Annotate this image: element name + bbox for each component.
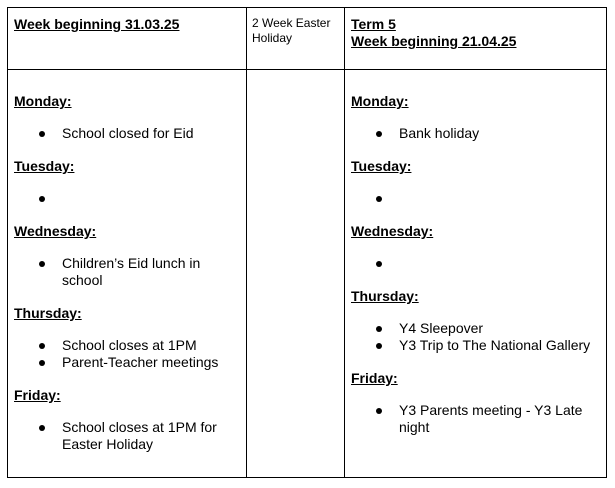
- left-week-heading: Week beginning 31.03.25: [14, 16, 180, 32]
- right-thursday-label: Thursday:: [351, 288, 419, 304]
- term-heading: Term 5: [351, 16, 396, 32]
- right-tuesday-label: Tuesday:: [351, 158, 412, 174]
- list-item: [351, 190, 603, 207]
- right-thursday-list: [351, 320, 603, 354]
- right-wednesday-label: Wednesday:: [351, 223, 434, 239]
- list-item: [14, 190, 242, 207]
- left-thursday-list: [14, 337, 242, 371]
- left-wednesday-label: Wednesday:: [14, 223, 97, 239]
- list-item: Children’s Eid lunch in school: [14, 255, 242, 289]
- left-monday-label: Monday:: [14, 93, 72, 109]
- schedule-table: [7, 7, 607, 478]
- list-item: Bank holiday: [351, 125, 603, 142]
- right-tuesday-list: [351, 190, 603, 207]
- easter-holiday-note: 2 Week Easter Holiday: [252, 16, 331, 45]
- left-wednesday-list: [14, 255, 242, 289]
- left-thursday-label: Thursday:: [14, 305, 82, 321]
- middle-header-cell: [252, 16, 338, 46]
- right-friday-label: Friday:: [351, 370, 398, 386]
- list-item: Parent-Teacher meetings: [14, 354, 242, 371]
- right-friday-list: [351, 402, 603, 436]
- list-item: School closes at 1PM: [14, 337, 242, 354]
- left-header-cell: [14, 16, 242, 33]
- column-divider-1: [246, 8, 247, 477]
- list-item: School closed for Eid: [14, 125, 242, 142]
- right-week-heading: Week beginning 21.04.25: [351, 33, 517, 49]
- left-friday-list: [14, 419, 242, 453]
- list-item: School closes at 1PM for Easter Holiday: [14, 419, 242, 453]
- right-wednesday-list: [351, 255, 603, 272]
- right-monday-list: [351, 125, 603, 142]
- list-item: Y3 Trip to The National Gallery: [351, 337, 603, 354]
- header-divider: [8, 69, 606, 70]
- right-body-cell: [351, 93, 603, 436]
- left-friday-label: Friday:: [14, 387, 61, 403]
- list-item: Y3 Parents meeting - Y3 Late night: [351, 402, 603, 436]
- right-monday-label: Monday:: [351, 93, 409, 109]
- right-header-cell: [351, 16, 603, 50]
- left-tuesday-label: Tuesday:: [14, 158, 75, 174]
- left-monday-list: [14, 125, 242, 142]
- left-body-cell: [14, 93, 242, 453]
- list-item: [351, 255, 603, 272]
- column-divider-2: [344, 8, 345, 477]
- list-item: Y4 Sleepover: [351, 320, 603, 337]
- left-tuesday-list: [14, 190, 242, 207]
